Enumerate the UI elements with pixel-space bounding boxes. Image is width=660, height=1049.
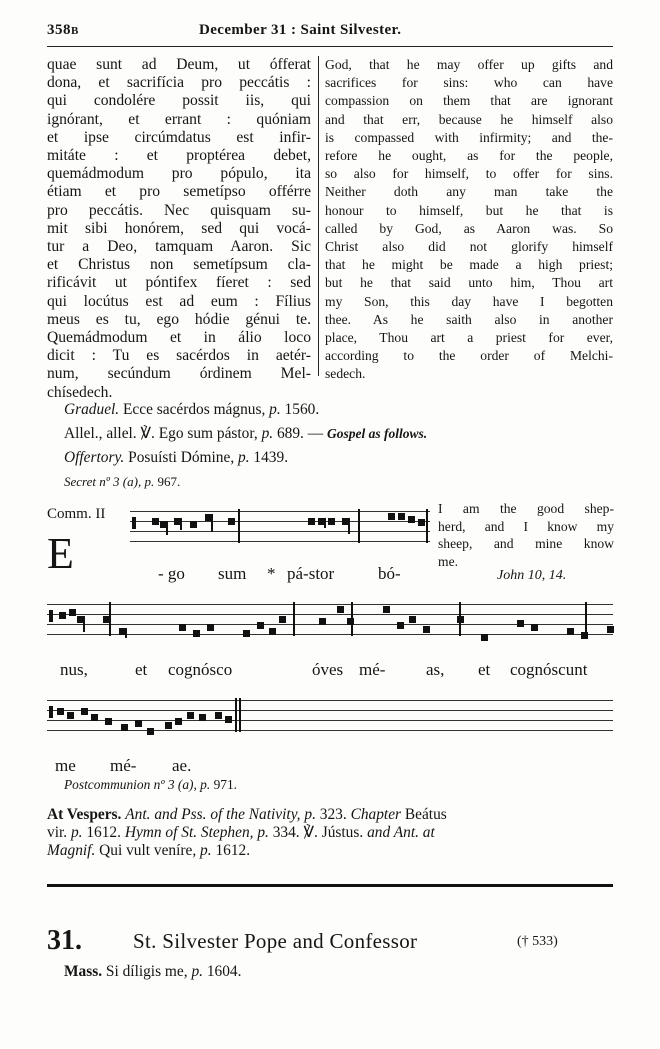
bar-line [351, 602, 353, 636]
neume-icon [91, 714, 98, 721]
text-line: rificávit ut póntifex fíeret : sed [47, 274, 311, 292]
text-line: and that err, because he himself also [325, 111, 613, 127]
chant-staff-1 [130, 511, 430, 551]
text-line: étiam et pro semetípso offérre [47, 183, 311, 201]
lyric-syllable: as, [426, 660, 445, 679]
text-line: pro peccátis. Nec quisquam su- [47, 201, 311, 219]
neume-icon [531, 624, 538, 631]
text-line: dona, et sacrifícia pro peccátis : [47, 74, 311, 92]
text-line: qui condolére possit iis, qui [47, 92, 311, 110]
text-line: so also for himself, to offer for sins. [325, 166, 613, 182]
lyric-syllable: mé- [110, 756, 137, 775]
chant-staff-3 [47, 700, 613, 740]
neume-icon [215, 712, 222, 719]
feast-title: St. Silvester Pope and Confessor [133, 929, 418, 953]
neume-icon [59, 612, 66, 619]
staff-line [47, 730, 613, 731]
page-number: 358B [47, 22, 79, 38]
text-line: sedech. [325, 366, 366, 382]
lyric-syllable: ae. [172, 756, 192, 775]
communion-reference: John 10, 14. [497, 568, 567, 583]
text-line: meus es tu, ego hódie génui te. [47, 310, 311, 328]
text-line: but he that said unto him, Thou art [325, 275, 613, 291]
neume-icon [567, 628, 574, 635]
neume-icon [337, 606, 344, 613]
clef-icon [49, 706, 53, 718]
staff-line [130, 511, 430, 512]
neume-icon [165, 722, 172, 729]
lyric-syllable: cognósco [168, 660, 233, 679]
staff-line [47, 624, 613, 625]
text-line: qui locútus est ad eum : Fílius [47, 292, 311, 310]
offertory-line: Offertory. Posuísti Dómine, p. 1439. [64, 449, 289, 466]
text-line: me. [438, 553, 459, 569]
neume-stem [83, 616, 85, 632]
bar-line [426, 509, 428, 543]
lyric-syllable: - go [158, 564, 185, 583]
staff-line [47, 720, 613, 721]
neume-icon [175, 718, 182, 725]
text-line: compassion on them that are ignorant [325, 93, 613, 109]
neume-stem [324, 518, 326, 528]
communion-translation [438, 500, 614, 570]
neume-icon [57, 708, 64, 715]
page-header [47, 18, 613, 48]
neume-icon [408, 516, 415, 523]
bar-line [239, 698, 241, 732]
neume-stem [166, 521, 168, 535]
neume-icon [187, 712, 194, 719]
staff-line [130, 541, 430, 542]
vespers-paragraph: At Vespers. Ant. and Pss. of the Nativity, p. 323. Chapter Beátus vir. p. 1612. Hymn of St. Stephen, p. 334. ℣. Jústus. and Ant. at Magnif. Qui vult veníre, p. 1612. [47, 806, 447, 859]
gradual-line: Graduel. Ecce sacérdos mágnus, p. 1560. [64, 401, 320, 418]
text-line: chísedech. [47, 383, 113, 401]
neume-icon [199, 714, 206, 721]
neume-icon [481, 634, 488, 641]
lyric-syllable: me [55, 756, 76, 775]
lyric-syllable: óves [312, 660, 344, 679]
bar-line [358, 509, 360, 543]
text-line: herd, and I know my [438, 518, 614, 534]
lyric-syllable: bó- [378, 564, 401, 583]
text-line: I am the good shep- [438, 501, 614, 516]
secret-line: Secret nº 3 (a), p. 967. [64, 474, 181, 489]
text-line: is compassed with infirmity; and the- [325, 129, 613, 145]
text-line: God, that he may offer up gifts and [325, 57, 613, 72]
neume-stem [211, 514, 213, 532]
bar-line [238, 509, 240, 543]
neume-icon [517, 620, 524, 627]
bar-line [235, 698, 237, 732]
neume-icon [121, 724, 128, 731]
lyric-syllable: nus, [60, 660, 88, 679]
lyric-syllable: sum [218, 564, 247, 583]
feast-heading [47, 925, 613, 959]
neume-icon [179, 624, 186, 631]
lyric-syllable: mé- [359, 660, 386, 679]
neume-icon [319, 618, 326, 625]
text-line: ignórant, et errant : quóniam [47, 110, 311, 128]
bar-line [109, 602, 111, 636]
text-line: Christ also did not glorify himself [325, 239, 613, 255]
lyric-syllable: cognóscunt [510, 660, 588, 679]
lyric-syllable: * [267, 564, 276, 583]
neume-icon [418, 519, 425, 526]
neume-icon [388, 513, 395, 520]
neume-icon [257, 622, 264, 629]
text-line: Neither doth any man take the [325, 184, 613, 200]
communion-initial: E [47, 529, 74, 578]
neume-icon [423, 626, 430, 633]
text-line: my Son, this day have I begotten [325, 293, 613, 309]
neume-icon [269, 628, 276, 635]
clef-icon [49, 610, 53, 622]
staff-line [47, 614, 613, 615]
neume-icon [225, 716, 232, 723]
text-line: dicit : Tu es sacérdos in aetér- [47, 347, 311, 365]
bar-line [459, 602, 461, 636]
text-line: mit sibi honórem, sed qui vocá- [47, 219, 311, 237]
text-line: Quemádmodum et in álio loco [47, 329, 311, 347]
staff-line [47, 604, 613, 605]
lyric-syllable: et [135, 660, 148, 679]
neume-icon [207, 624, 214, 631]
column-divider [318, 56, 319, 376]
header-rule [47, 46, 613, 47]
lyric-syllable: et [478, 660, 491, 679]
propers-list [64, 398, 614, 494]
epistle-english [325, 56, 613, 384]
feast-day-number: 31. [47, 925, 82, 956]
neume-icon [69, 609, 76, 616]
neume-stem [348, 518, 350, 534]
neume-icon [279, 616, 286, 623]
neume-icon [147, 728, 154, 735]
staff-line [47, 634, 613, 635]
text-line: refore he ought, as for the people, [325, 148, 613, 164]
section-divider [47, 884, 613, 887]
chant-staff-2 [47, 604, 613, 644]
alleluia-line: Allel., allel. ℣. Ego sum pástor, p. 689. — Gospel as follows. [64, 425, 428, 442]
text-line: called by God, as Aaron was. So [325, 220, 613, 236]
neume-icon [308, 518, 315, 525]
text-line: according to the order of Melchi- [325, 348, 613, 364]
neume-icon [607, 626, 614, 633]
neume-icon [81, 708, 88, 715]
mass-line: Mass. Si díligis me, p. 1604. [64, 963, 242, 980]
text-line: that he might be made a high priest; [325, 257, 613, 273]
neume-icon [409, 616, 416, 623]
text-line: num, secúndum órdinem Mel- [47, 365, 311, 383]
text-line: thee. As he saith also in another [325, 311, 613, 327]
text-line: quae sunt ad Deum, ut ófferat [47, 56, 311, 73]
bar-line [585, 602, 587, 636]
text-line: et Christus non semetípsum cla- [47, 256, 311, 274]
neume-icon [190, 521, 197, 528]
text-line: place, Thou art a priest for ever, [325, 330, 613, 346]
text-line: tur a Deo, tamquam Aaron. Sic [47, 238, 311, 256]
neume-icon [135, 720, 142, 727]
text-line: honour to himself, but he that is [325, 202, 613, 218]
text-line: et ipse circúmdatus est infir- [47, 128, 311, 146]
neume-icon [67, 712, 74, 719]
neume-icon [397, 622, 404, 629]
communion-label: Comm. II [47, 506, 106, 522]
neume-icon [228, 518, 235, 525]
neume-stem [125, 628, 127, 638]
text-line: sheep, and mine know [438, 536, 614, 551]
neume-icon [383, 606, 390, 613]
neume-icon [152, 518, 159, 525]
staff-line [47, 710, 613, 711]
neume-icon [193, 630, 200, 637]
text-line: sacrifices for sins: who can have [325, 75, 613, 91]
neume-icon [243, 630, 250, 637]
clef-icon [132, 517, 136, 529]
neume-icon [328, 518, 335, 525]
bar-line [293, 602, 295, 636]
text-line: mitáte : et proptérea debet, [47, 147, 311, 165]
neume-icon [105, 718, 112, 725]
page-title: December 31 : Saint Silvester. [199, 22, 402, 38]
text-line: quemádmodum pro pópulo, ita [47, 165, 311, 183]
staff-line [47, 700, 613, 701]
staff-line [130, 531, 430, 532]
neume-icon [398, 513, 405, 520]
neume-stem [180, 518, 182, 530]
postcommunion-line: Postcommunion nº 3 (a), p. 971. [64, 777, 238, 792]
feast-year: († 533) [517, 934, 558, 949]
lyric-syllable: pá-stor [287, 564, 335, 583]
epistle-latin [47, 56, 311, 402]
